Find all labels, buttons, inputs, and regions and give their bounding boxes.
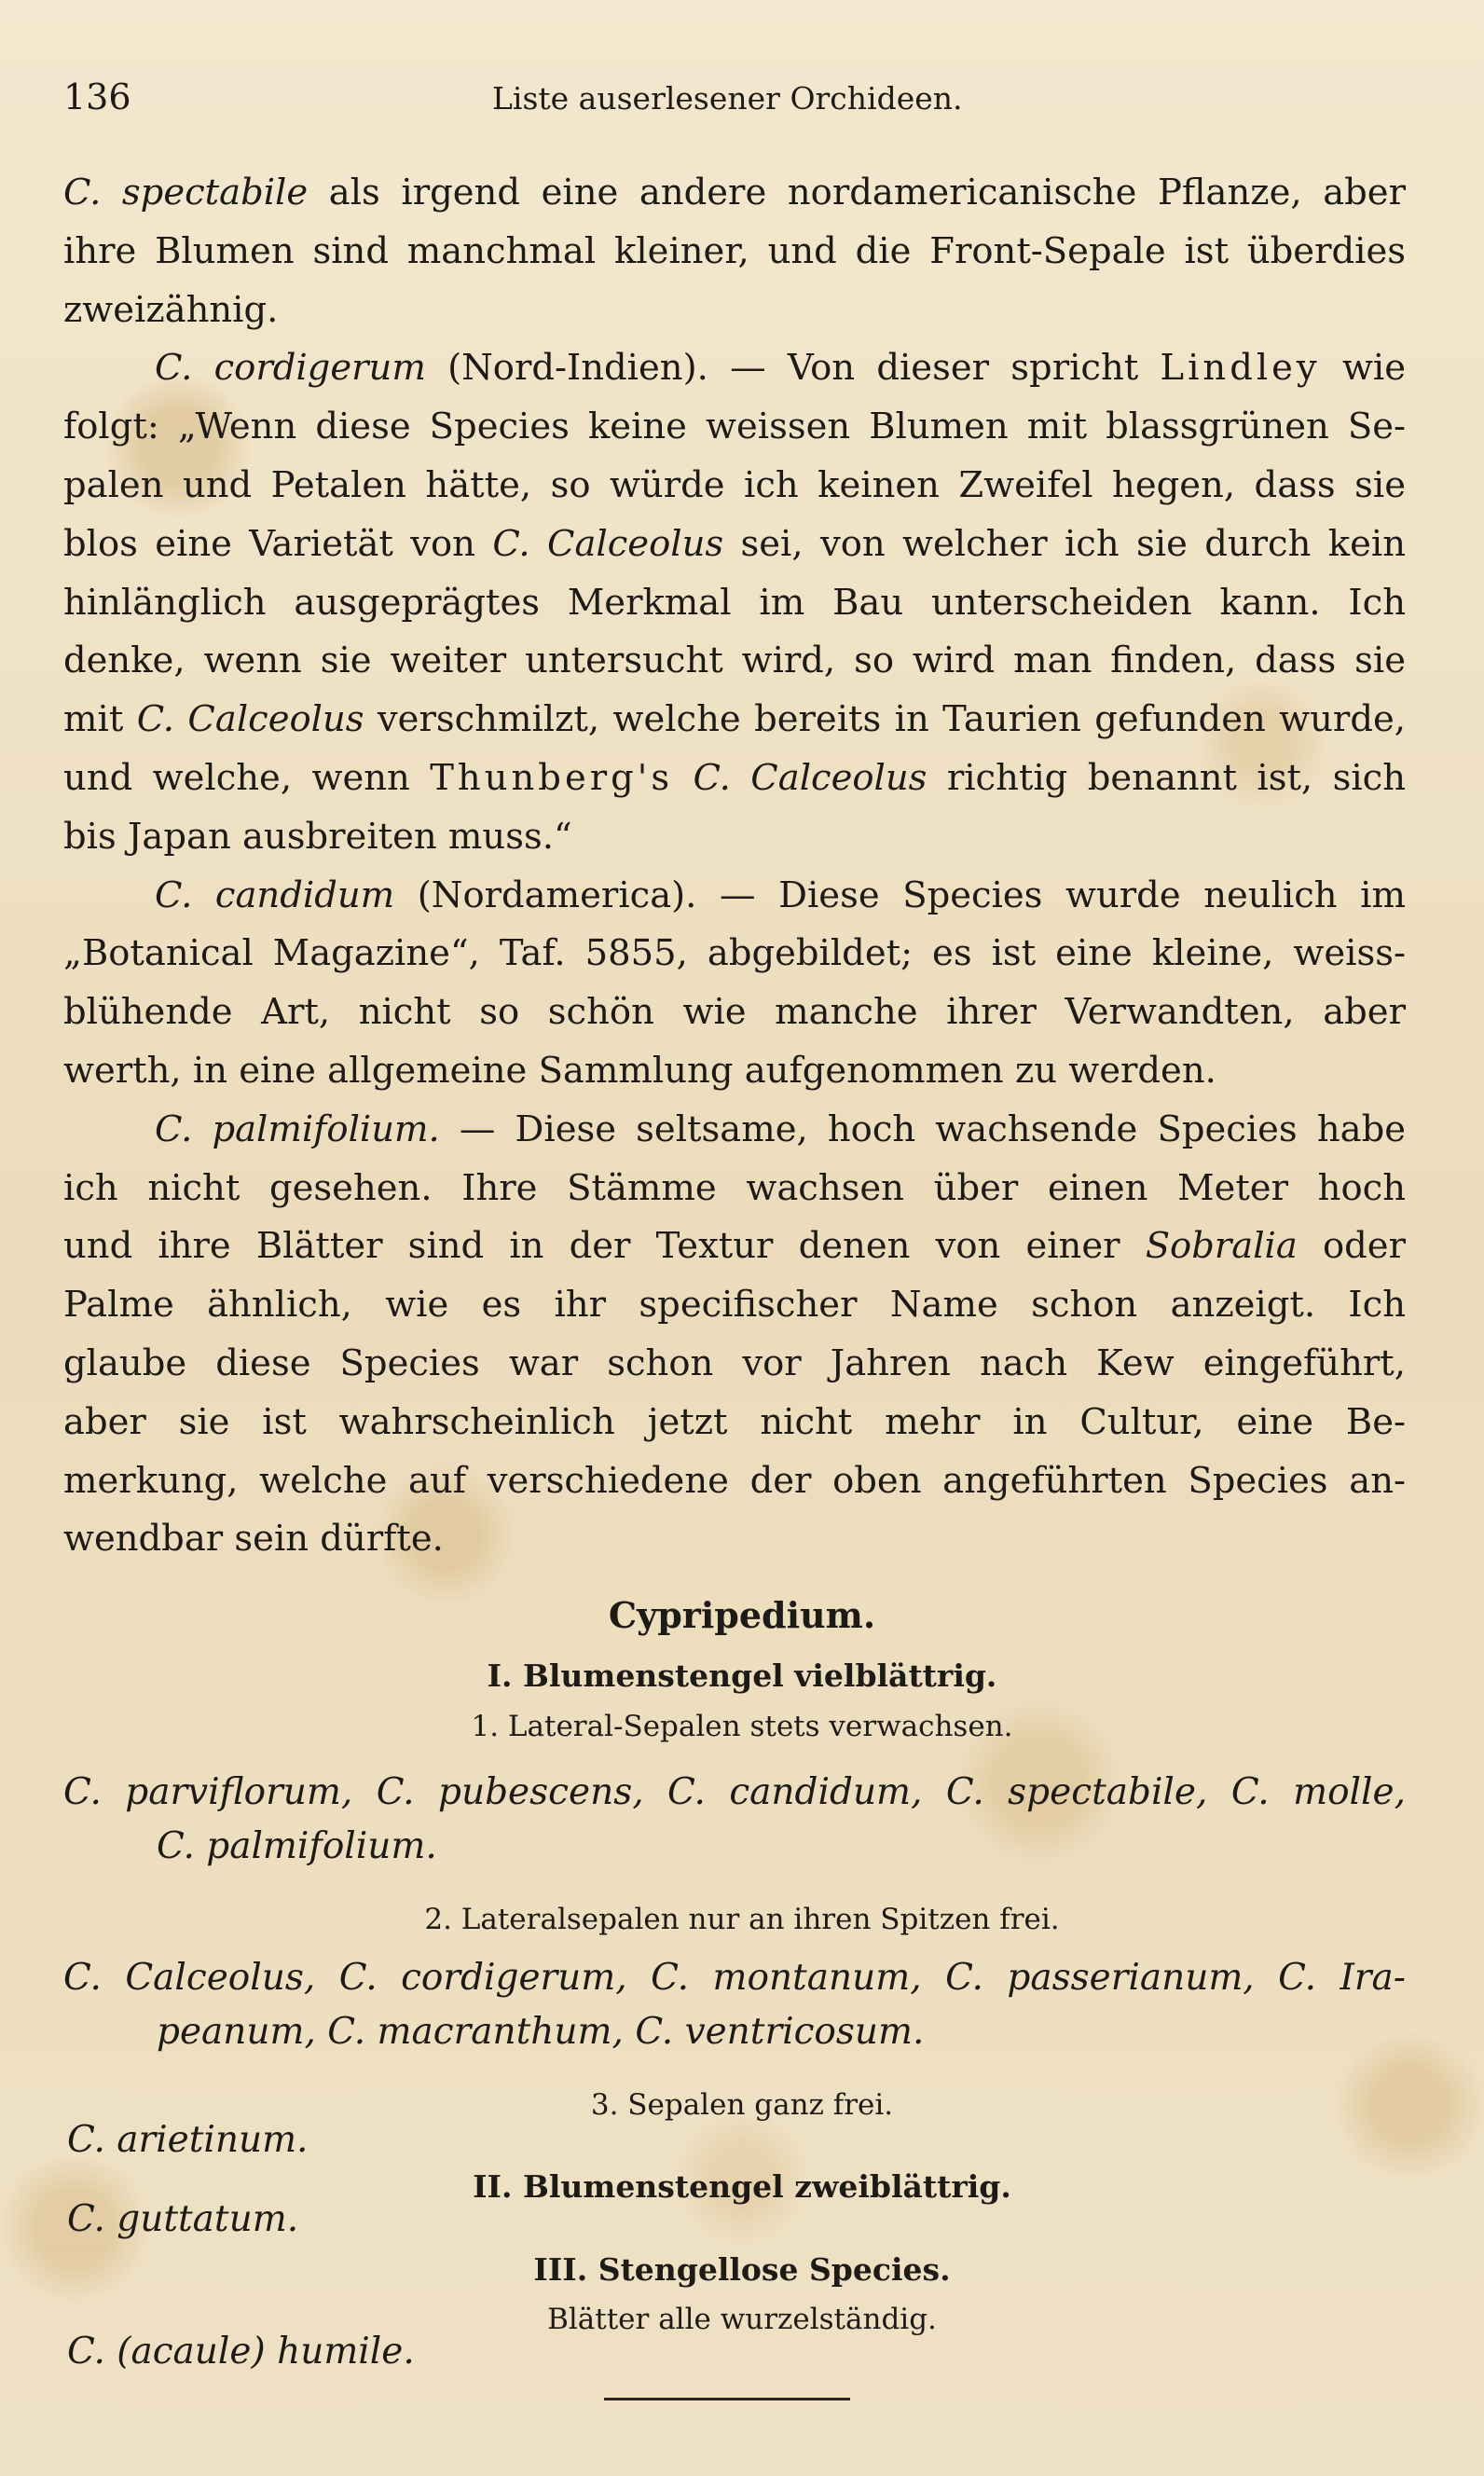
species-line: C. Calceolus, C. cordigerum, C. montanum, C. passerianum, C. Ira- (63, 1957, 1406, 1999)
text-line: glaube diese Species war schon vor Jahren nach Kew eingeführt, (63, 1341, 1406, 1384)
text-line: ich nicht gesehen. Ihre Stämme wachsen über einen Meter hoch (63, 1166, 1406, 1209)
species-line: C. palmifolium. (157, 1825, 437, 1867)
text-line: blos eine Varietät von C. Calceolus sei, von welcher ich sie durch kein (63, 522, 1406, 565)
body-text (63, 164, 1406, 1569)
text-line: blühende Art, nicht so schön wie manche ihrer Verwandten, aber (63, 991, 1406, 1034)
text-line: denke, wenn sie weiter untersucht wird, so wird man finden, dass sie (63, 640, 1406, 682)
species-arietinum: C. arietinum. (67, 2119, 309, 2161)
section-heading-1: I. Blumenstengel vielblättrig. (487, 1658, 997, 1694)
text-line: werth, in eine allgemeine Sammlung aufgenommen zu werden. (63, 1049, 1216, 1092)
section-note: Blätter alle wurzelständig. (547, 2303, 937, 2336)
species-list-2 (63, 1951, 1406, 2059)
text-line: folgt: „Wenn diese Species keine weissen Blumen mit blassgrünen Se- (63, 406, 1406, 448)
text-line: und welche, wenn Thunberg's C. Calceolus richtig benannt ist, sich (63, 756, 1406, 799)
section-heading-2: II. Blumenstengel zweiblättrig. (473, 2168, 1011, 2205)
text-line: C. spectabile als irgend eine andere nordamericanische Pflanze, aber (63, 172, 1407, 213)
genus-heading: Cypripedium. (608, 1594, 876, 1636)
text-line: merkung, welche auf verschiedene der oben angeführten Species an- (63, 1459, 1406, 1502)
text-line: ihre Blumen sind manchmal kleiner, und die Front-Sepale ist überdies (63, 229, 1406, 272)
text-line: mit C. Calceolus verschmilzt, welche bereits in Taurien gefunden wurde, (63, 698, 1406, 741)
text-line: C. palmifolium. — Diese seltsame, hoch wachsende Species habe (155, 1107, 1406, 1150)
text-line: palen und Petalen hätte, so würde ich keinen Zweifel hegen, dass sie (63, 463, 1406, 506)
text-line: „Botanical Magazine“, Taf. 5855, abgebildet; es ist eine kleine, weiss- (63, 932, 1406, 975)
text-line: C. candidum (Nordamerica). — Diese Species wurde neulich im (155, 873, 1406, 916)
species-humile: C. (acaule) humile. (67, 2331, 415, 2373)
species-guttatum: C. guttatum. (67, 2198, 299, 2240)
subsection-heading-2: 2. Lateralsepalen nur an ihren Spitzen frei. (424, 1903, 1060, 1936)
text-line: und ihre Blätter sind in der Textur denen von einer Sobralia oder (63, 1225, 1406, 1268)
page-number: 136 (63, 76, 131, 117)
text-line: Palme ähnlich, wie es ihr specifischer Name schon anzeigt. Ich (63, 1284, 1406, 1327)
text-line: wendbar sein dürfte. (63, 1518, 444, 1561)
text-line: C. cordigerum (Nord-Indien). — Von dieser spricht Lindley wie (155, 347, 1406, 390)
subsection-heading-1: 1. Lateral-Sepalen stets verwachsen. (471, 1710, 1013, 1743)
species-line: peanum, C. macranthum, C. ventricosum. (157, 2011, 925, 2053)
species-line: C. parviflorum, C. pubescens, C. candidum, C. spectabile, C. molle, (63, 1771, 1406, 1813)
text-line: hinlänglich ausgeprägtes Merkmal im Bau unterscheiden kann. Ich (63, 581, 1406, 624)
text-line: zweizähnig. (63, 288, 279, 331)
running-title: Liste auserlesener Orchideen. (492, 80, 963, 117)
page-header (63, 76, 1406, 123)
species-list-1 (63, 1766, 1406, 1874)
text-line: aber sie ist wahrscheinlich jetzt nicht mehr in Cultur, eine Be- (63, 1400, 1406, 1443)
section-heading-3: III. Stengellose Species. (533, 2251, 951, 2288)
text-line: bis Japan ausbreiten muss.“ (63, 815, 572, 858)
end-divider (604, 2398, 850, 2400)
subsection-heading-3: 3. Sepalen ganz frei. (590, 2088, 894, 2122)
